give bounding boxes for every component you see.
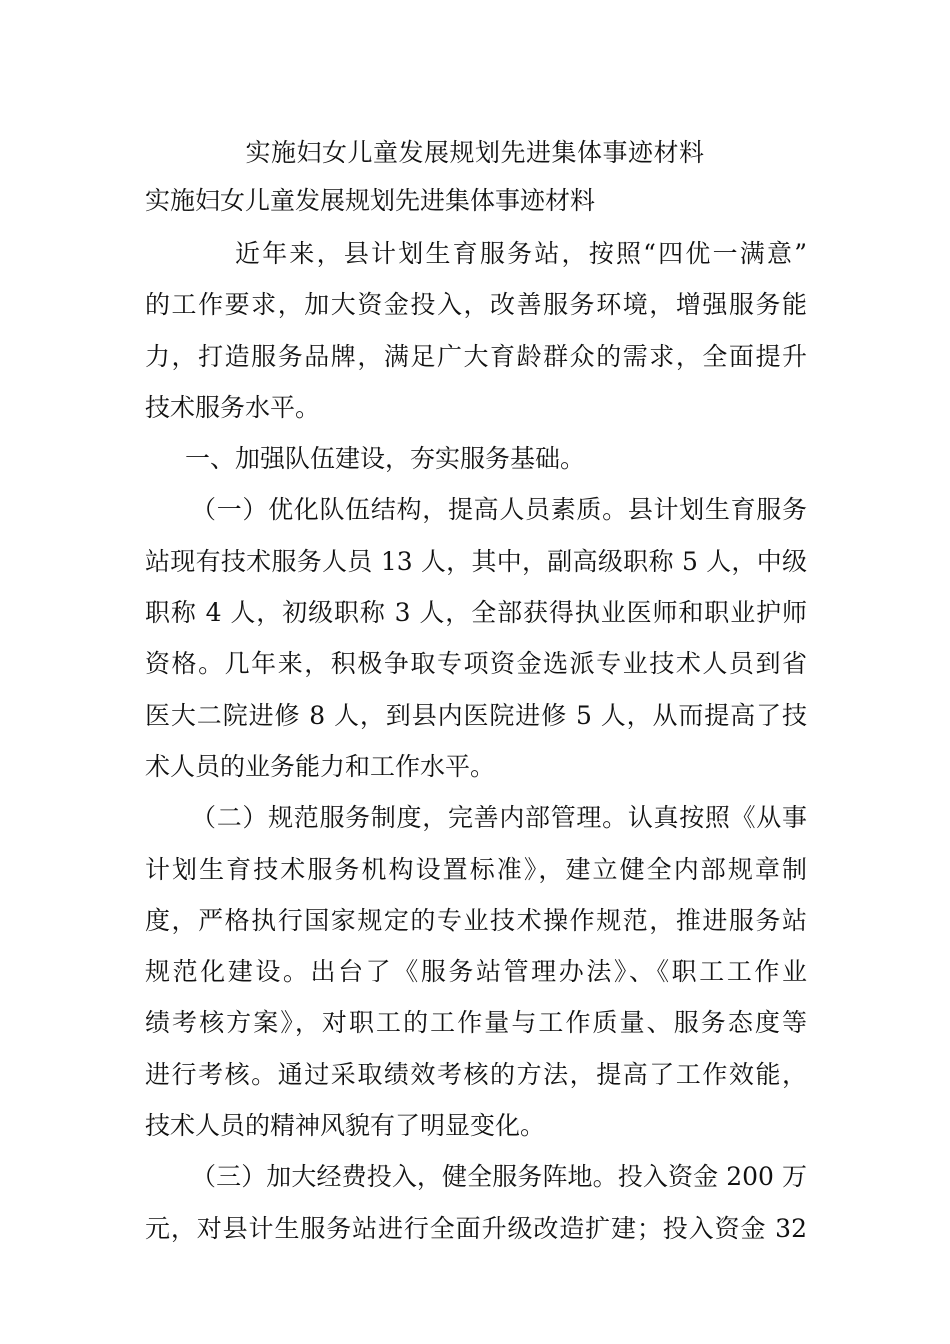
text-line: 绩考核方案》，对职工的工作量与工作质量、服务态度等 — [145, 1008, 807, 1038]
text-line: 的工作要求，加大资金投入，改善服务环境，增强服务能 — [145, 290, 807, 320]
document-body — [145, 228, 807, 1254]
text-line: 资格。几年来，积极争取专项资金选派专业技术人员到省 — [145, 649, 807, 679]
paragraph-funding — [145, 1151, 807, 1254]
text-line: 近年来，县计划生育服务站，按照“四优一满意” — [235, 239, 807, 268]
text-line: （三）加大经费投入，健全服务阵地。投入资金 200 万 — [191, 1162, 807, 1192]
paragraph-intro — [145, 228, 807, 433]
text-line: 站现有技术服务人员 13 人，其中，副高级职称 5 人，中级 — [145, 546, 807, 576]
text-line: 技术人员的精神风貌有了明显变化。 — [145, 1111, 546, 1141]
text-line: 度，严格执行国家规定的专业技术操作规范，推进服务站 — [145, 905, 807, 935]
document-title: 实施妇女儿童发展规划先进集体事迹材料 — [245, 138, 705, 167]
text-line: 一、加强队伍建设，夯实服务基础。 — [185, 444, 586, 474]
text-line: 职称 4 人，初级职称 3 人，全部获得执业医师和职业护师 — [145, 598, 807, 628]
section-heading-1 — [145, 433, 807, 484]
text-line: 技术服务水平。 — [145, 392, 321, 422]
text-line: 计划生育技术服务机构设置标准》，建立健全内部规章制 — [145, 854, 807, 884]
paragraph-team-structure — [145, 484, 807, 792]
document-subtitle: 实施妇女儿童发展规划先进集体事迹材料 — [145, 186, 596, 215]
text-line: 元，对县计生服务站进行全面升级改造扩建；投入资金 32 — [145, 1213, 807, 1243]
text-line: （一）优化队伍结构，提高人员素质。县计划生育服务 — [191, 495, 807, 525]
text-line: 医大二院进修 8 人，到县内医院进修 5 人，从而提高了技 — [145, 700, 807, 730]
text-line: 力，打造服务品牌，满足广大育龄群众的需求，全面提升 — [145, 341, 807, 371]
text-line: 规范化建设。出台了《服务站管理办法》、《职工工作业 — [145, 957, 807, 987]
paragraph-management — [145, 792, 807, 1151]
text-line: 进行考核。通过采取绩效考核的方法，提高了工作效能， — [145, 1059, 807, 1089]
text-line: 术人员的业务能力和工作水平。 — [145, 751, 496, 781]
text-line: （二）规范服务制度，完善内部管理。认真按照《从事 — [191, 803, 807, 833]
